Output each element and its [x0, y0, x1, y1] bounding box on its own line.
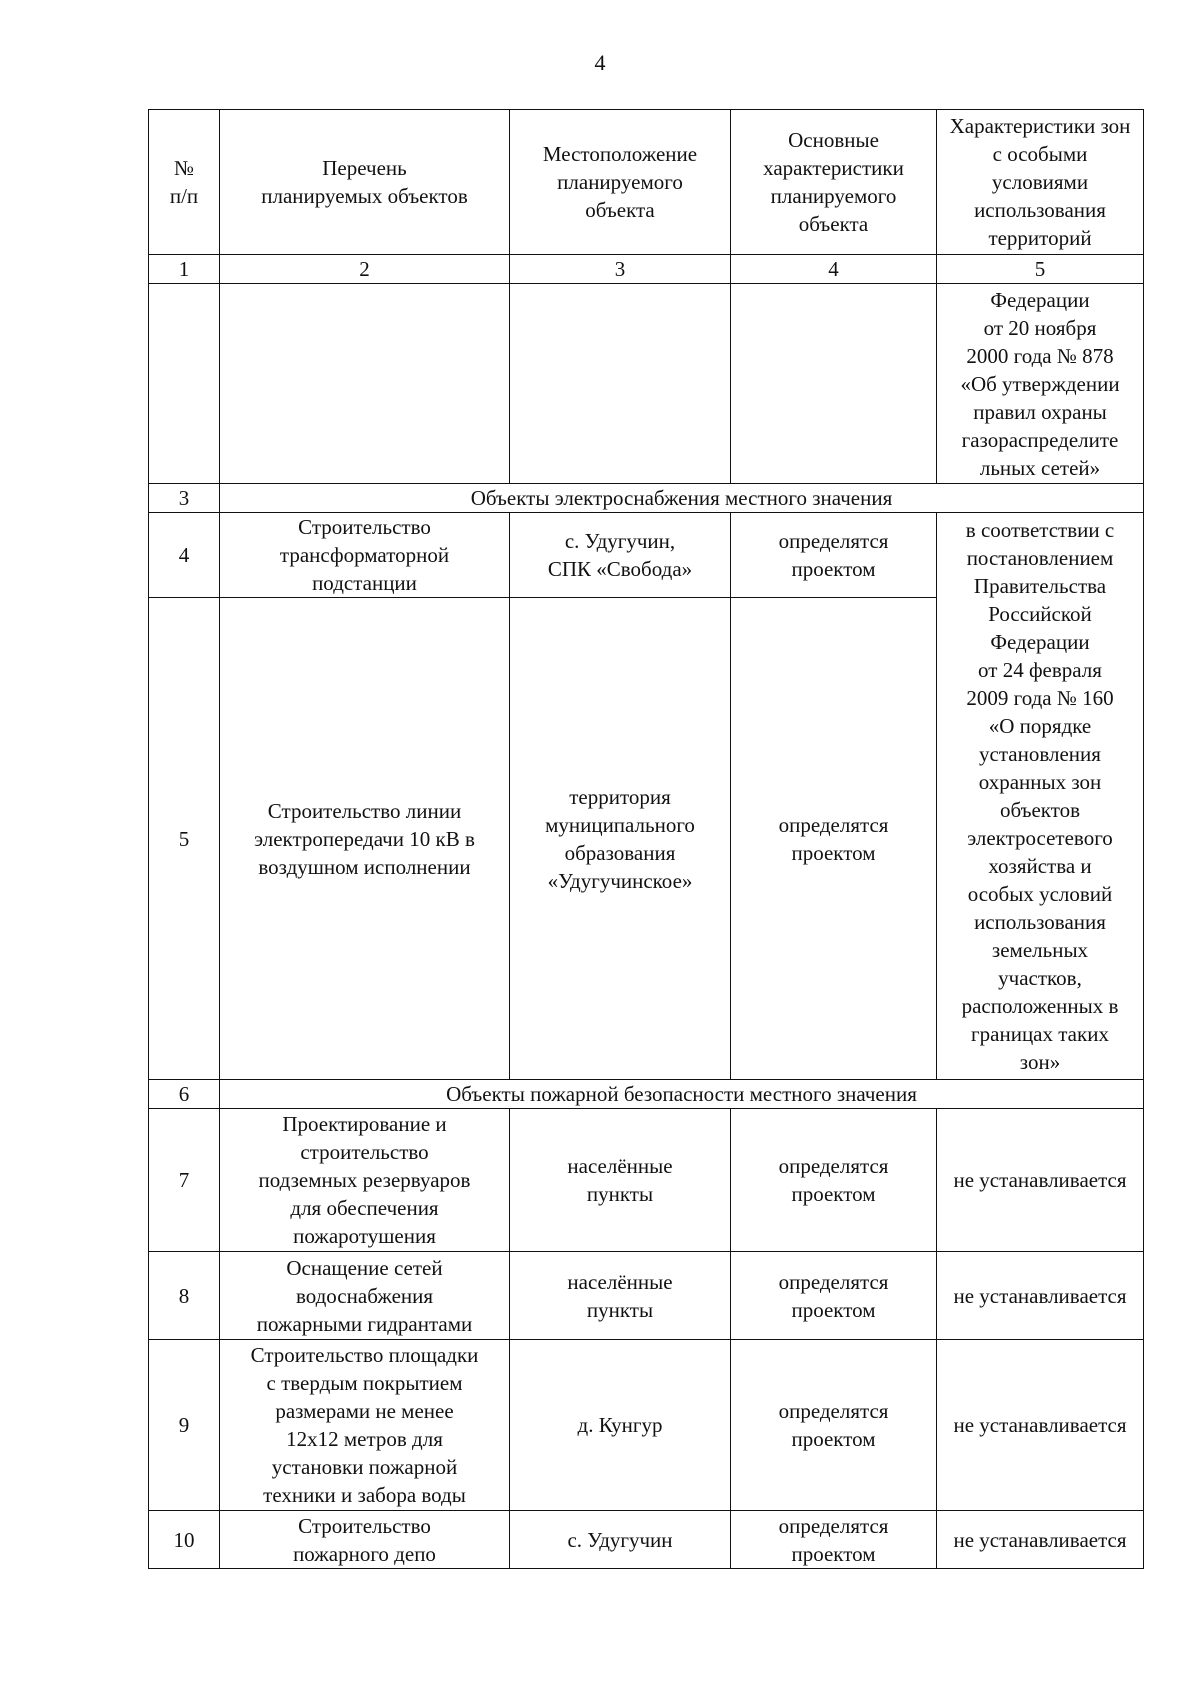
- row-number: 9: [149, 1340, 220, 1511]
- header-col-5: Характеристики зон с особыми условиями использования территорий: [937, 110, 1144, 255]
- row-number: 3: [149, 484, 220, 513]
- table-row-4: [149, 513, 1144, 598]
- zone-characteristics: не устанавливается: [937, 1511, 1144, 1569]
- column-number: 2: [220, 255, 510, 284]
- cell-empty: [149, 284, 220, 484]
- section-row-6: [149, 1080, 1144, 1109]
- table-row-7: [149, 1109, 1144, 1252]
- section-title: Объекты электроснабжения местного значения: [220, 484, 1144, 513]
- row-number: 4: [149, 513, 220, 598]
- planned-objects-table: [148, 109, 1144, 1569]
- object-name: Строительство линии электропередачи 10 кВ в воздушном исполнении: [220, 598, 510, 1080]
- row-number: 6: [149, 1080, 220, 1109]
- column-number-row: [149, 255, 1144, 284]
- row-number: 8: [149, 1252, 220, 1340]
- object-location: д. Кунгур: [510, 1340, 731, 1511]
- column-number: 4: [731, 255, 937, 284]
- column-number: 3: [510, 255, 731, 284]
- section-title: Объекты пожарной безопасности местного значения: [220, 1080, 1144, 1109]
- page-number: 4: [594, 50, 606, 75]
- object-name: Строительство площадки с твердым покрытием размерами не менее 12х12 метров для установки пожарной техники и забора воды: [220, 1340, 510, 1511]
- object-location: территория муниципального образования «Удугучинское»: [510, 598, 731, 1080]
- row-number: 7: [149, 1109, 220, 1252]
- object-location: с. Удугучин, СПК «Свобода»: [510, 513, 731, 598]
- zone-characteristics: не устанавливается: [937, 1252, 1144, 1340]
- object-characteristics: определятся проектом: [731, 1511, 937, 1569]
- object-location: с. Удугучин: [510, 1511, 731, 1569]
- object-characteristics: определятся проектом: [731, 513, 937, 598]
- object-name: Оснащение сетей водоснабжения пожарными гидрантами: [220, 1252, 510, 1340]
- object-characteristics: определятся проектом: [731, 598, 937, 1080]
- zone-characteristics: в соответствии с постановлением Правительства Российской Федерации от 24 февраля 2009 года № 160 «О порядке установления охранных зон объектов электросетевого хозяйства и особых условий использования земельных участков, расположенных в границах таких зон»: [937, 513, 1144, 1080]
- row-number: 5: [149, 598, 220, 1080]
- cell-empty: [510, 284, 731, 484]
- row-number: 10: [149, 1511, 220, 1569]
- table-row-10: [149, 1511, 1144, 1569]
- column-number: 1: [149, 255, 220, 284]
- cell-empty: [731, 284, 937, 484]
- header-col-3: Местоположение планируемого объекта: [510, 110, 731, 255]
- object-characteristics: определятся проектом: [731, 1340, 937, 1511]
- object-location: населённые пункты: [510, 1109, 731, 1252]
- table-row-9: [149, 1340, 1144, 1511]
- zone-characteristics: не устанавливается: [937, 1340, 1144, 1511]
- object-location: населённые пункты: [510, 1252, 731, 1340]
- object-name: Строительство пожарного депо: [220, 1511, 510, 1569]
- column-number: 5: [937, 255, 1144, 284]
- object-name: Строительство трансформаторной подстанции: [220, 513, 510, 598]
- table-row-8: [149, 1252, 1144, 1340]
- continuation-row: [149, 284, 1144, 484]
- object-characteristics: определятся проектом: [731, 1252, 937, 1340]
- header-col-4: Основные характеристики планируемого объекта: [731, 110, 937, 255]
- object-characteristics: определятся проектом: [731, 1109, 937, 1252]
- zone-characteristics: Федерации от 20 ноября 2000 года № 878 «Об утверждении правил охраны газораспределите льных сетей»: [937, 284, 1144, 484]
- header-col-2: Перечень планируемых объектов: [220, 110, 510, 255]
- zone-characteristics: не устанавливается: [937, 1109, 1144, 1252]
- header-row: [149, 110, 1144, 255]
- object-name: Проектирование и строительство подземных резервуаров для обеспечения пожаротушения: [220, 1109, 510, 1252]
- cell-empty: [220, 284, 510, 484]
- header-col-1: № п/п: [149, 110, 220, 255]
- section-row-3: [149, 484, 1144, 513]
